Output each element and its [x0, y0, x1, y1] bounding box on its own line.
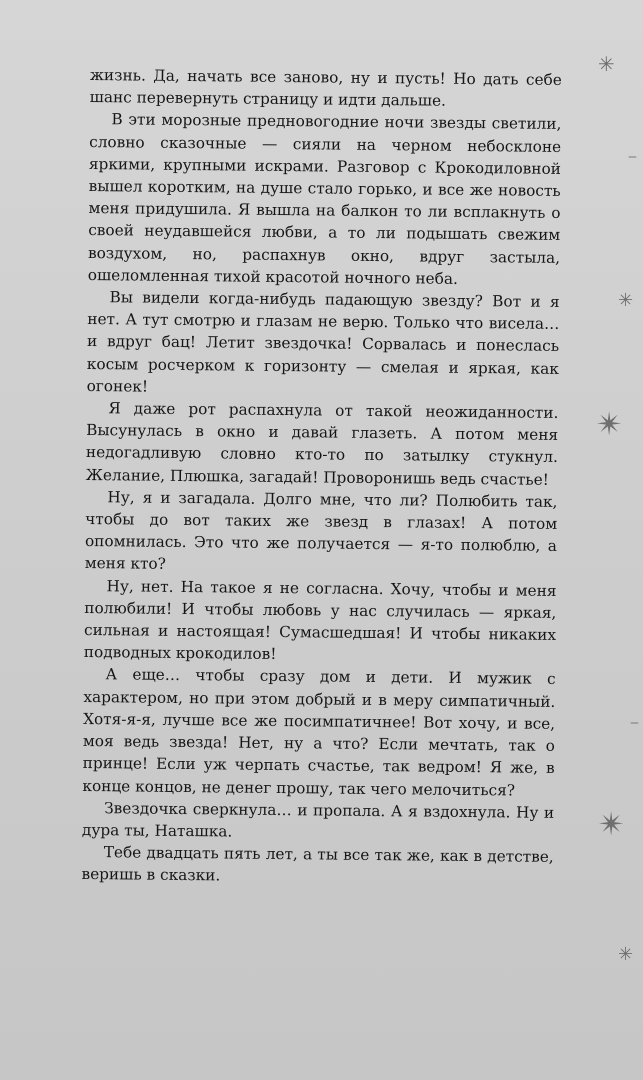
paragraph-3: Вы видели когда-нибудь падающую звезду? Вот и я нет. А тут смотрю и глазам не верю. Только что висела… и вдруг бац! Летит звездочка! Сорвалась и понеслась косым росчерком к горизонту — смелая и яркая, как огонек!	[86, 288, 560, 396]
paragraph-4: Я даже рот распахнула от такой неожиданности. Высунулась в окно и давай глазеть. А потом меня недогадливую словно кто-то по затылку стукнул. Желание, Плюшка, загадай! Проворонишь ведь счастье!	[85, 399, 559, 489]
star-ornament-icon: ✳	[618, 944, 634, 965]
paragraph-6: Ну, нет. На такое я не согласна. Хочу, чтобы и меня полюбили! И чтобы любовь у нас случилась — яркая, сильная и настоящая! Сумасшедшая! И чтобы никаких подводных крокодилов!	[83, 576, 557, 664]
page-text	[81, 64, 562, 890]
dash-ornament-icon: ‒	[630, 715, 639, 731]
paragraph-8: Звездочка сверкнула… и пропала. А я вздохнула. Ну и дура ты, Наташка.	[81, 798, 555, 841]
paragraph-5: Ну, я и загадала. Долго мне, что ли? Полюбить так, чтобы до вот таких же звезд в глазах! А потом опомнилась. Это что же получается — я-то полюблю, а меня кто?	[84, 488, 558, 574]
star-ornament-icon: ✳	[598, 52, 615, 76]
paragraph-7: А еще… чтобы сразу дом и дети. И мужик с характером, но при этом добрый и в меру симпатичный. Хотя-я-я, лучше все же посимпатичнее! Вот хочу, и все, моя ведь звезда! Нет, ну а что? Если мечтать, так о принце! Если уж черпать счастье, так ведром! Я же, в конце концов, не денег прошу, так чего мелочиться?	[82, 665, 556, 799]
paragraph-2: В эти морозные предновогодние ночи звезды светили, словно сказочные — сияли на черном небосклоне яркими, крупными искрами. Разговор с Крокодиловной вышел коротким, на душе стало горько, и все же новость меня придушила. Я вышла на балкон то ли всплакнуть о своей неудавшейся любви, а то ли подышать свежим воздухом, но, распахнув окно, вдруг застыла, ошеломленная тихой красотой ночного неба.	[87, 110, 562, 288]
dash-ornament-icon: ‒	[628, 149, 637, 165]
sparkle-ornament-icon: ✴	[596, 405, 623, 443]
paragraph-1: жизнь. Да, начать все заново, ну и пусть! Но дать себе шанс перевернуть страницу и идти дальше.	[89, 65, 562, 110]
star-ornament-icon: ✳	[618, 290, 634, 311]
sparkle-ornament-icon: ✴	[598, 805, 625, 843]
paragraph-9: Тебе двадцать пять лет, а ты все так же, как в детстве, веришь в сказки.	[81, 843, 554, 885]
